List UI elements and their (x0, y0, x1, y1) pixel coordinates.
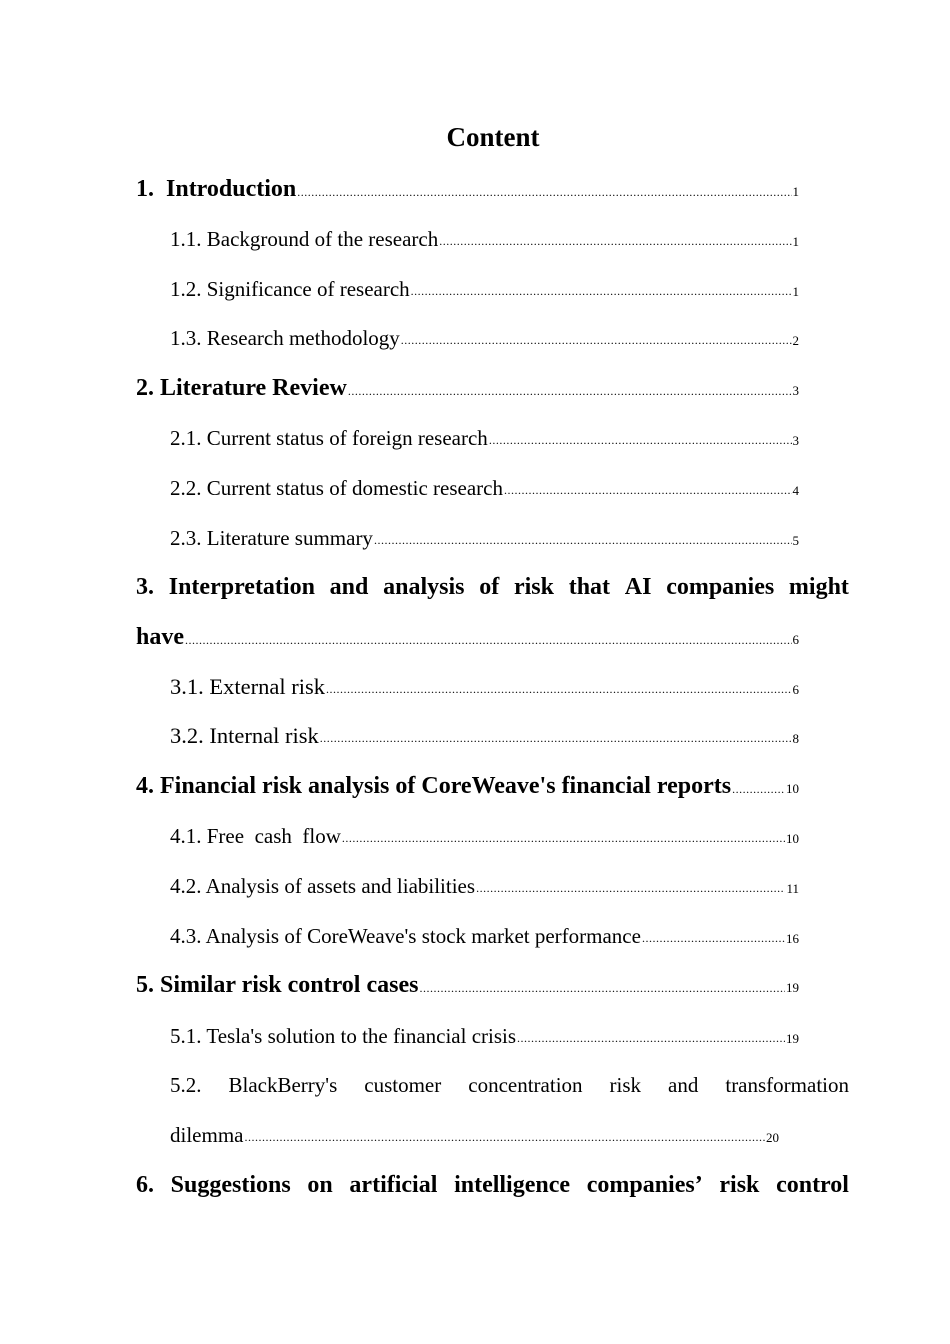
toc-word: of (479, 574, 500, 600)
toc-entry-label: 2.2. Current status of domestic research (170, 476, 503, 500)
toc-entry-blackberry-line2[interactable] (170, 1123, 779, 1148)
toc-entry-blackberry-line1[interactable] (170, 1073, 849, 1098)
toc-word: intelligence (454, 1172, 571, 1198)
toc-entry-free-cash-flow[interactable] (170, 824, 799, 849)
toc-entry-label: have (136, 624, 184, 650)
toc-entry-tesla[interactable] (170, 1024, 799, 1049)
toc-entry-similar-cases[interactable] (136, 972, 799, 999)
toc-entry-literature-summary[interactable] (170, 526, 799, 551)
toc-entry-label: 2.3. Literature summary (170, 526, 373, 550)
dot-leader (732, 783, 785, 800)
toc-entry-foreign-research[interactable] (170, 426, 799, 451)
toc-word: companies’ (586, 1172, 703, 1198)
dot-leader (517, 1032, 785, 1049)
toc-entry-label: 2. Literature Review (136, 375, 347, 401)
toc-word: BlackBerry's (228, 1073, 338, 1097)
toc-word: 6. (136, 1172, 154, 1198)
toc-page-number: 19 (786, 980, 799, 995)
dot-leader (642, 932, 785, 949)
toc-entry-financial-risk[interactable] (136, 773, 799, 800)
toc-entry-domestic-research[interactable] (170, 476, 799, 501)
toc-page-number: 4 (792, 483, 799, 498)
toc-word: might (788, 574, 849, 600)
toc-entry-suggestions-line1[interactable] (136, 1172, 849, 1199)
dot-leader (439, 235, 791, 252)
dot-leader (374, 534, 792, 551)
toc-word: on (307, 1172, 333, 1198)
toc-word: 5.2. (170, 1073, 202, 1097)
toc-entry-label: 5.1. Tesla's solution to the financial crisis (170, 1024, 517, 1048)
toc-page-number: 2 (792, 333, 799, 348)
toc-entry-label: 4.2. Analysis of assets and liabilities (170, 874, 476, 898)
toc-word: analysis (383, 574, 465, 600)
toc-heading: Content (446, 122, 540, 152)
dot-leader (348, 385, 792, 402)
toc-word: 3. (136, 574, 154, 600)
dot-leader (489, 434, 792, 451)
dot-leader (244, 1131, 765, 1148)
dot-leader (419, 982, 785, 999)
toc-word: control (776, 1172, 849, 1198)
toc-page-number: 3 (792, 383, 799, 398)
toc-word: AI (624, 574, 652, 600)
toc-entry-label: 4. Financial risk analysis of CoreWeave's financial reports (136, 773, 732, 799)
toc-page-number: 10 (786, 781, 799, 796)
toc-page-number: 19 (786, 1031, 799, 1046)
dot-leader (320, 732, 792, 749)
toc-entry-external-risk[interactable] (170, 674, 799, 700)
toc-page-number: 3 (792, 433, 799, 448)
toc-entry-risk-interpretation-line1[interactable] (136, 574, 849, 601)
toc-page-number: 1 (792, 184, 799, 199)
toc-entry-label: 3.2. Internal risk (170, 723, 319, 748)
dot-leader (342, 832, 785, 849)
toc-entry-label: 4.1. Free cash flow (170, 824, 341, 848)
toc-entry-literature-review[interactable] (136, 375, 799, 402)
toc-entry-methodology[interactable] (170, 326, 799, 351)
dot-leader (476, 882, 785, 899)
toc-word: risk (513, 574, 554, 600)
toc-word: transformation (725, 1073, 849, 1097)
toc-page-number: 6 (792, 682, 799, 697)
toc-page-number: 1 (792, 234, 799, 249)
dot-leader (326, 683, 792, 700)
toc-word: customer (364, 1073, 442, 1097)
toc-page-number: 8 (792, 731, 799, 746)
toc-entry-significance[interactable] (170, 277, 799, 302)
toc-entry-label: 5. Similar risk control cases (136, 972, 419, 998)
toc-entry-label: dilemma (170, 1123, 244, 1147)
toc-entry-introduction[interactable] (136, 176, 799, 203)
toc-word: Suggestions (170, 1172, 291, 1198)
toc-word: risk (719, 1172, 760, 1198)
toc-word: and (329, 574, 369, 600)
toc-word: artificial (349, 1172, 438, 1198)
toc-word: and (668, 1073, 699, 1097)
toc-entry-label: 2.1. Current status of foreign research (170, 426, 488, 450)
toc-entry-stock-performance[interactable] (170, 924, 799, 949)
toc-entry-label: 3.1. External risk (170, 674, 325, 699)
toc-entry-background[interactable] (170, 227, 799, 252)
toc-page-number: 16 (786, 931, 799, 946)
toc-word: that (568, 574, 611, 600)
toc-entry-label: 1. Introduction (136, 176, 297, 202)
dot-leader (411, 285, 792, 302)
toc-entry-label: 4.3. Analysis of CoreWeave's stock market performance (170, 924, 641, 948)
toc-entry-label: 1.2. Significance of research (170, 277, 410, 301)
toc-word: Interpretation (168, 574, 315, 600)
toc-page-number: 11 (786, 881, 799, 896)
toc-page-number: 1 (792, 284, 799, 299)
dot-leader (401, 334, 792, 351)
toc-entry-label: 1.3. Research methodology (170, 326, 400, 350)
toc-word: risk (609, 1073, 642, 1097)
toc-entry-assets-liabilities[interactable] (170, 874, 799, 899)
dot-leader (504, 484, 792, 501)
toc-word: companies (666, 574, 775, 600)
toc-page-number: 6 (792, 632, 799, 647)
toc-page-number: 10 (786, 831, 799, 846)
toc-word: concentration (468, 1073, 583, 1097)
toc-page-number: 20 (766, 1130, 779, 1145)
dot-leader (185, 634, 792, 651)
toc-entry-internal-risk[interactable] (170, 723, 799, 749)
dot-leader (297, 186, 791, 203)
toc-entry-label: 1.1. Background of the research (170, 227, 439, 251)
toc-entry-risk-interpretation-line2[interactable] (136, 624, 799, 651)
toc-page-number: 5 (792, 533, 799, 548)
